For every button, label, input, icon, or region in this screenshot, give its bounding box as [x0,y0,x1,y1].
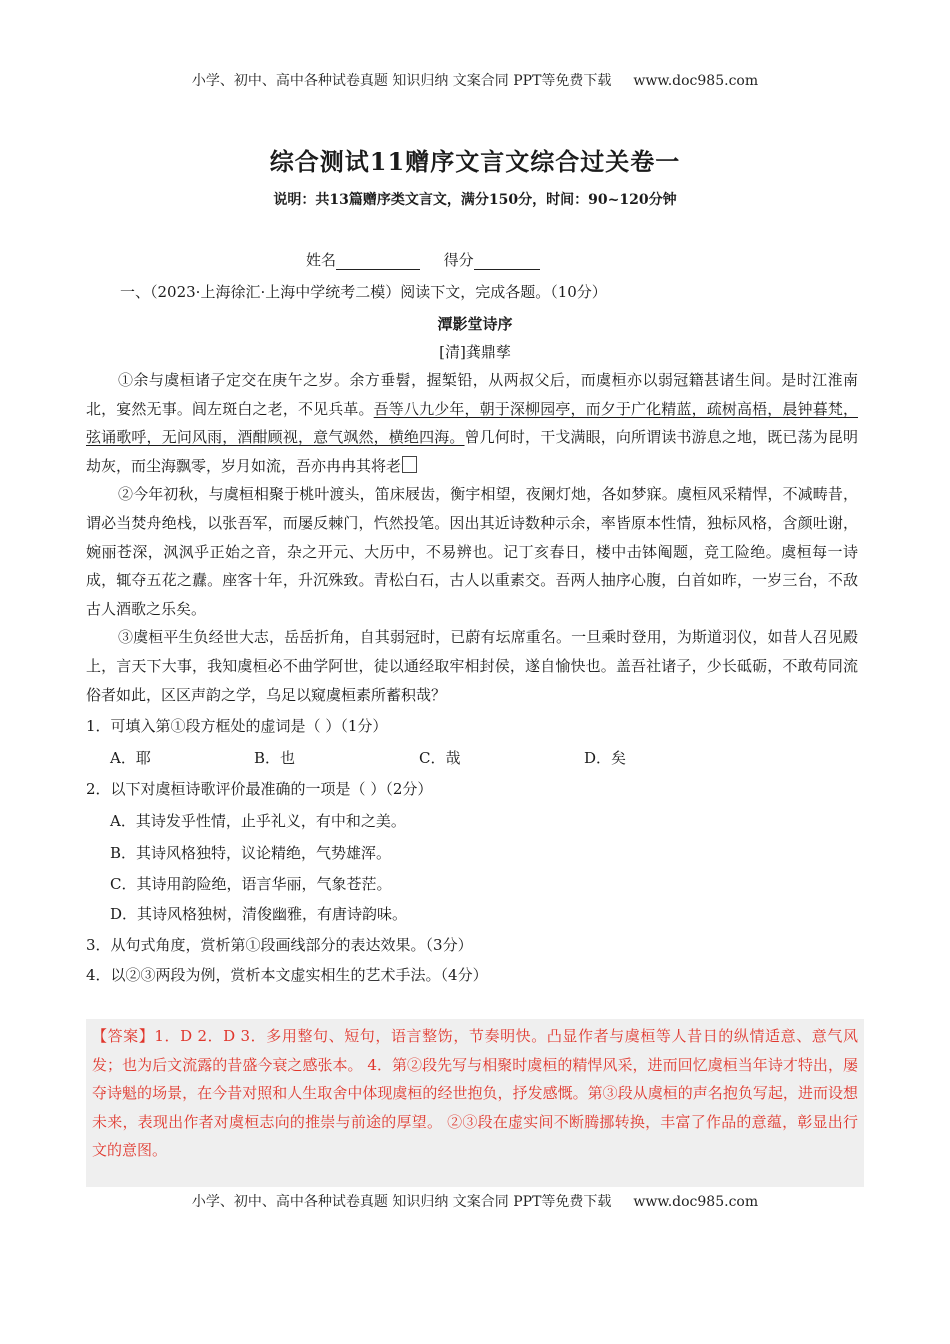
score-label: 得分 [443,251,474,269]
q1-option-c[interactable]: C．哉 [419,749,461,767]
page-header [0,70,950,90]
q1-option-d[interactable]: D．矣 [584,749,627,767]
question-4: 4．以②③两段为例，赏析本文虚实相生的艺术手法。（4分） [86,966,488,984]
q2-option-d[interactable]: D．其诗风格独树，清俊幽雅，有唐诗韵味。 [110,905,408,923]
q2-option-b[interactable]: B．其诗风格独特，议论精绝，气势雄浑。 [110,844,392,862]
footer-text: 小学、初中、高中各种试卷真题 知识归纳 文案合同 PPT等免费下载 [191,1194,612,1210]
q2-option-c[interactable]: C．其诗用韵险绝，语言华丽，气象苍茫。 [110,875,392,893]
exam-description: 说明：共13篇赠序类文言文，满分150分，时间：90~120分钟 [273,192,677,208]
answer-text: 1．D 2．D 3．多用整句、短句，语言整饬，节奏明快。凸显作者与虞桓等人昔日的纵情适意、意气风发；也为后文流露的昔盛今衰之感张本。 4．第②段先写与相聚时虞桓的精悍风采，进而回忆虞桓当年诗才特出，屡夺诗魁的场景，在今昔对照和人生取舍中体现虞桓的经世抱负，抒发感慨。第③段从虞桓的声名抱负写起，进而设想未来，表现出作者对虞桓志向的推崇与前途的厚望。 ②③段在虚实间不断腾挪转换，丰富了作品的意蕴，彰显出行文的意图。 [92,1027,858,1160]
question-3: 3．从句式角度，赏析第①段画线部分的表达效果。（3分） [86,936,473,954]
passage-title: 潭影堂诗序 [437,315,513,333]
underlined-sentence: 吾等八九少年，朝于深柳园亭，而夕于广化精蓝，疏树高梧，晨钟暮梵，弦诵歌呼，无问风雨，酒酣顾视，意气飒然，横绝四海。 [86,399,858,447]
header-text: 小学、初中、高中各种试卷真题 知识归纳 文案合同 PPT等免费下载 [191,73,612,89]
footer-url[interactable]: www.doc985.com [633,1194,759,1210]
name-blank[interactable] [336,255,420,270]
name-label: 姓名 [306,251,337,269]
section-heading: 一、（2023·上海徐汇·上海中学统考二模）阅读下文，完成各题。（10分） [120,283,607,301]
passage-paragraph-3: ③虞桓平生负经世大志，岳岳折角，自其弱冠时，已蔚有坛席重名。一旦乘时登用，为斯道羽仪，如昔人召见殿上，言天下大事，我知虞桓必不曲学阿世，徒以通经取牢相封侯，遂自愉快也。盖吾社诸子，少长砥砺，不敢苟同流俗者如此，区区声韵之学，乌足以窥虞桓素所蓄积哉？ [86,628,858,704]
page-title: 综合测试11赠序文言文综合过关卷一 [269,147,681,176]
q1-option-b[interactable]: B．也 [254,749,296,767]
passage-author: [清]龚鼎孳 [439,343,511,361]
passage-paragraph-2: ②今年初秋，与虞桓相聚于桃叶渡头，笛床屐齿，衡宇相望，夜阑灯灺，各如梦寐。虞桓风采精悍，不减畴昔，谓必当焚舟绝栈，以张吾军，而屡反棘门，忾然投笔。因出其近诗数种示余，率皆原本性情，独标风格，含颜吐谢，婉丽苍深，沨沨乎正始之音，杂之开元、大历中，不易辨也。记丁亥春日，楼中击钵阄题，竞工险绝。虞桓每一诗成，辄夺五花之纛。座客十年，升沉殊致。青松白石，古人以重素交。吾两人抽序心腹，白首如昨，一岁三台，不敌古人酒歌之乐矣。 [86,485,858,618]
question-1: 1．可填入第①段方框处的虚词是（ ）（1分） [86,717,388,735]
passage-body [86,366,858,709]
page-footer [0,1191,950,1211]
answer-tag: 【答案】 [92,1027,155,1045]
score-blank[interactable] [474,255,540,270]
answer-box[interactable] [402,456,417,473]
q2-option-a[interactable]: A．其诗发乎性情，止乎礼义，有中和之美。 [110,812,406,830]
question-2: 2．以下对虞桓诗歌评价最准确的一项是（ ）（2分） [86,780,433,798]
header-url[interactable]: www.doc985.com [633,73,759,89]
passage-paragraph-1: ①余与虞桓诸子定交在庚午之岁。余方垂髫，握椠铅，从两叔父后，而虞桓亦以弱冠籍甚诸生间。是时江淮南北，宴然无事。闾左斑白之老，不见兵革。吾等八九少年，朝于深柳园亭，而夕于广化精蓝，疏树高梧，晨钟暮梵，弦诵歌呼，无问风雨，酒酣顾视，意气飒然，横绝四海。曾几何时，干戈满眼，向所谓读书游息之地，既已荡为昆明劫灰，而尘海飘零，岁月如流，吾亦冉冉其将老 [86,371,858,475]
q1-option-a[interactable]: A．耶 [110,749,151,767]
name-score-line [306,249,540,270]
answer-box-section [86,1019,864,1187]
